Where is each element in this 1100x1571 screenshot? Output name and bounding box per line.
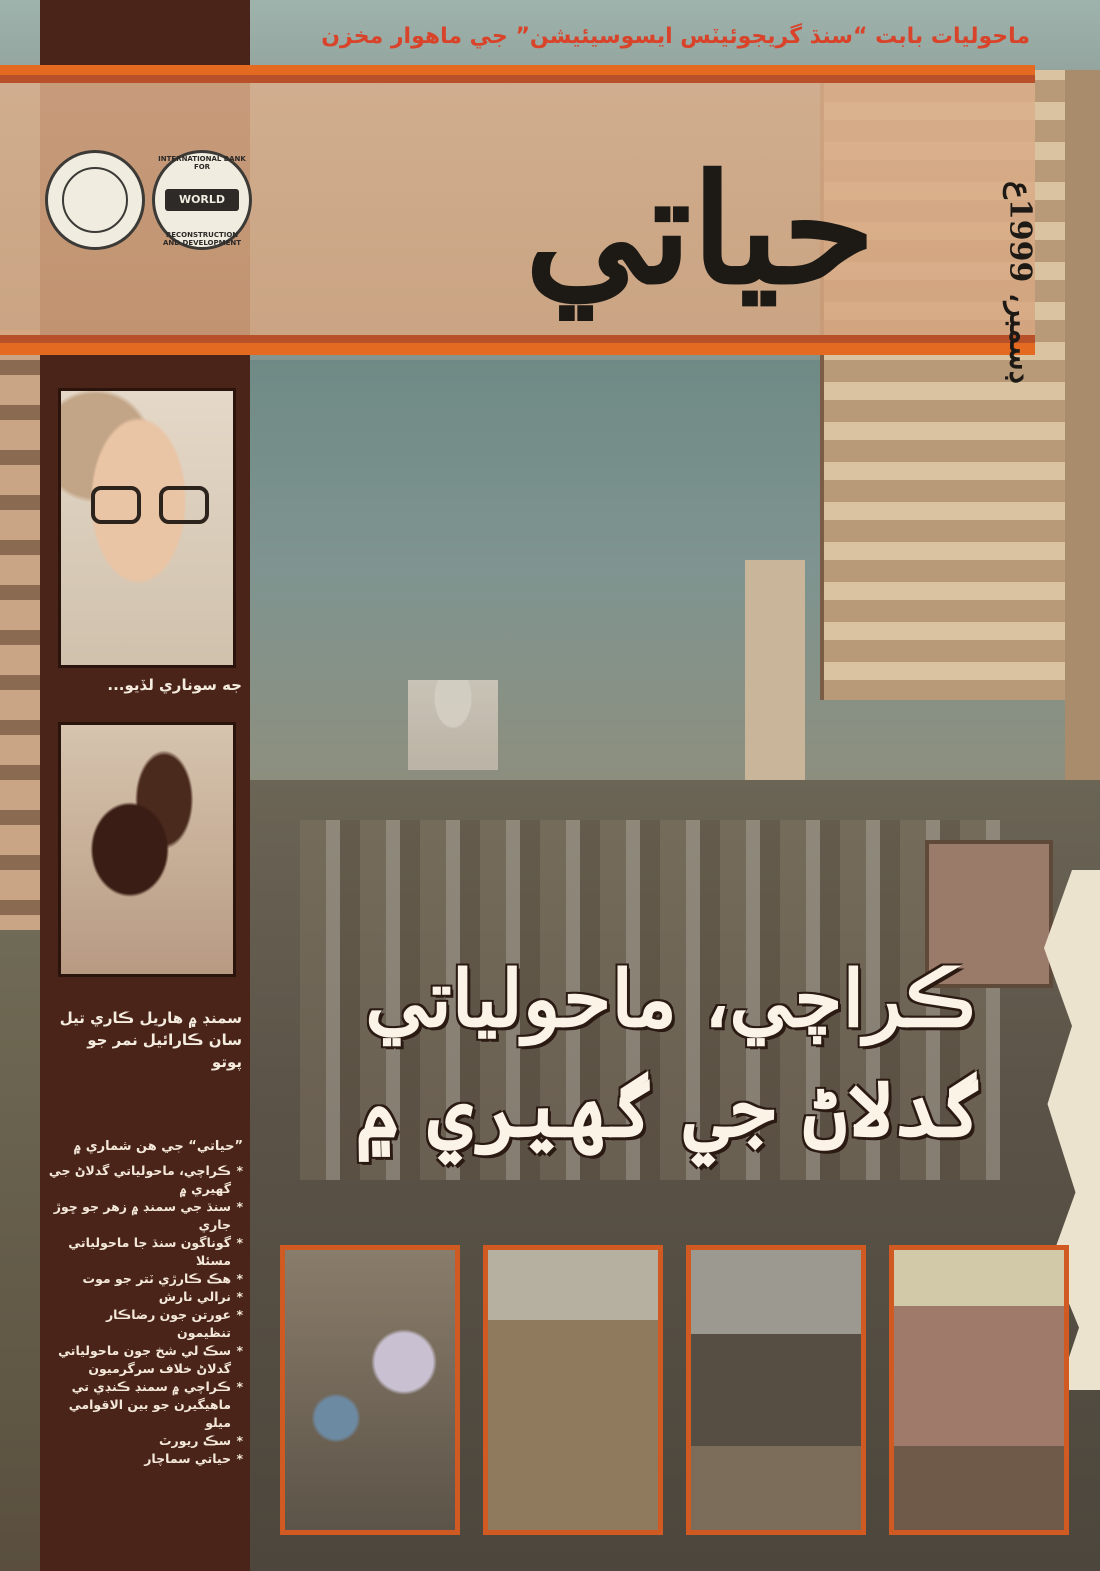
- dry-land-photo: [483, 1245, 663, 1535]
- world-bank-band: WORLD BANK: [165, 189, 239, 211]
- world-bank-ring-text-bottom: RECONSTRUCTION AND DEVELOPMENT: [163, 231, 241, 247]
- truck-photo: [686, 1245, 866, 1535]
- portrait-caption: جه سوناري لڏيو...: [107, 676, 242, 694]
- contents-item: * هڪ ڪارڙي ٽتر جو موت: [48, 1270, 243, 1288]
- cover-headline: [290, 945, 1050, 1165]
- contents-item: * سڪ ريورٽ: [48, 1432, 243, 1450]
- drain-photo: [889, 1245, 1069, 1535]
- sindh-association-logo: [45, 150, 145, 250]
- magazine-title: حياتي: [524, 142, 876, 318]
- contents-heading: ”حياتي“ جي هن شماري ۾: [73, 1139, 243, 1154]
- headline-line-1: ڪراچي، ماحولياتي: [365, 954, 975, 1045]
- issue-date: [1000, 181, 1040, 395]
- contents-item: * عورتن جون رضاڪار تنظيمون: [48, 1306, 243, 1342]
- glasses-icon: [91, 486, 211, 526]
- contents-item: * سڪ لي شخ جون ماحولياتي گدلاڻ خلاف سرگرميون: [48, 1342, 243, 1378]
- strap-tagline: ماحوليات بابت “سنڌ گريجوئيٽس ايسوسيئيشن” جي ماهوار مخزن: [321, 24, 1030, 49]
- garbage-photo: [280, 1245, 460, 1535]
- world-bank-ring-text-top: INTERNATIONAL BANK FOR: [158, 155, 246, 171]
- middle-building: [745, 560, 805, 810]
- headline-line-2: گدلاڻ جي گهيري ۾: [355, 1064, 985, 1155]
- contents-item: * حياتي سماچار: [48, 1450, 243, 1468]
- contents-item: * سنڌ جي سمنڊ ۾ زهر جو ڇوڙ جاري: [48, 1198, 243, 1234]
- contents-list: [48, 1162, 243, 1468]
- masthead-stripe-bottom: [0, 335, 1035, 343]
- photo-strip: [280, 1245, 1070, 1535]
- masthead-stripe-top: [0, 75, 1035, 83]
- issue-date-text: ڊسمبر، 1999ع: [1002, 181, 1038, 384]
- contents-item: * ڪراچي ۾ سمنڊ ڪنڊي تي ماهيگيرن جو بين الاقوامي ميلو: [48, 1378, 243, 1432]
- sindh-emblem-icon: [62, 167, 128, 233]
- contents-item: * ڪراچي، ماحولياتي گدلاڻ جي گهيري ۾: [48, 1162, 243, 1198]
- contents-item: * نرالي نارش: [48, 1288, 243, 1306]
- issue-contents: [48, 1138, 243, 1468]
- mazar-e-quaid-silhouette: [408, 680, 498, 770]
- contents-item: * گوناگون سنڌ جا ماحولياتي مسئلا: [48, 1234, 243, 1270]
- oil-bird-photo: [58, 722, 236, 977]
- portrait-photo: [58, 388, 236, 668]
- oil-bird-caption: سمنڊ ۾ هاريل ڪاري تيل سان ڪارائيل نمر جو پوتو: [59, 1009, 242, 1071]
- world-bank-logo: [152, 150, 252, 250]
